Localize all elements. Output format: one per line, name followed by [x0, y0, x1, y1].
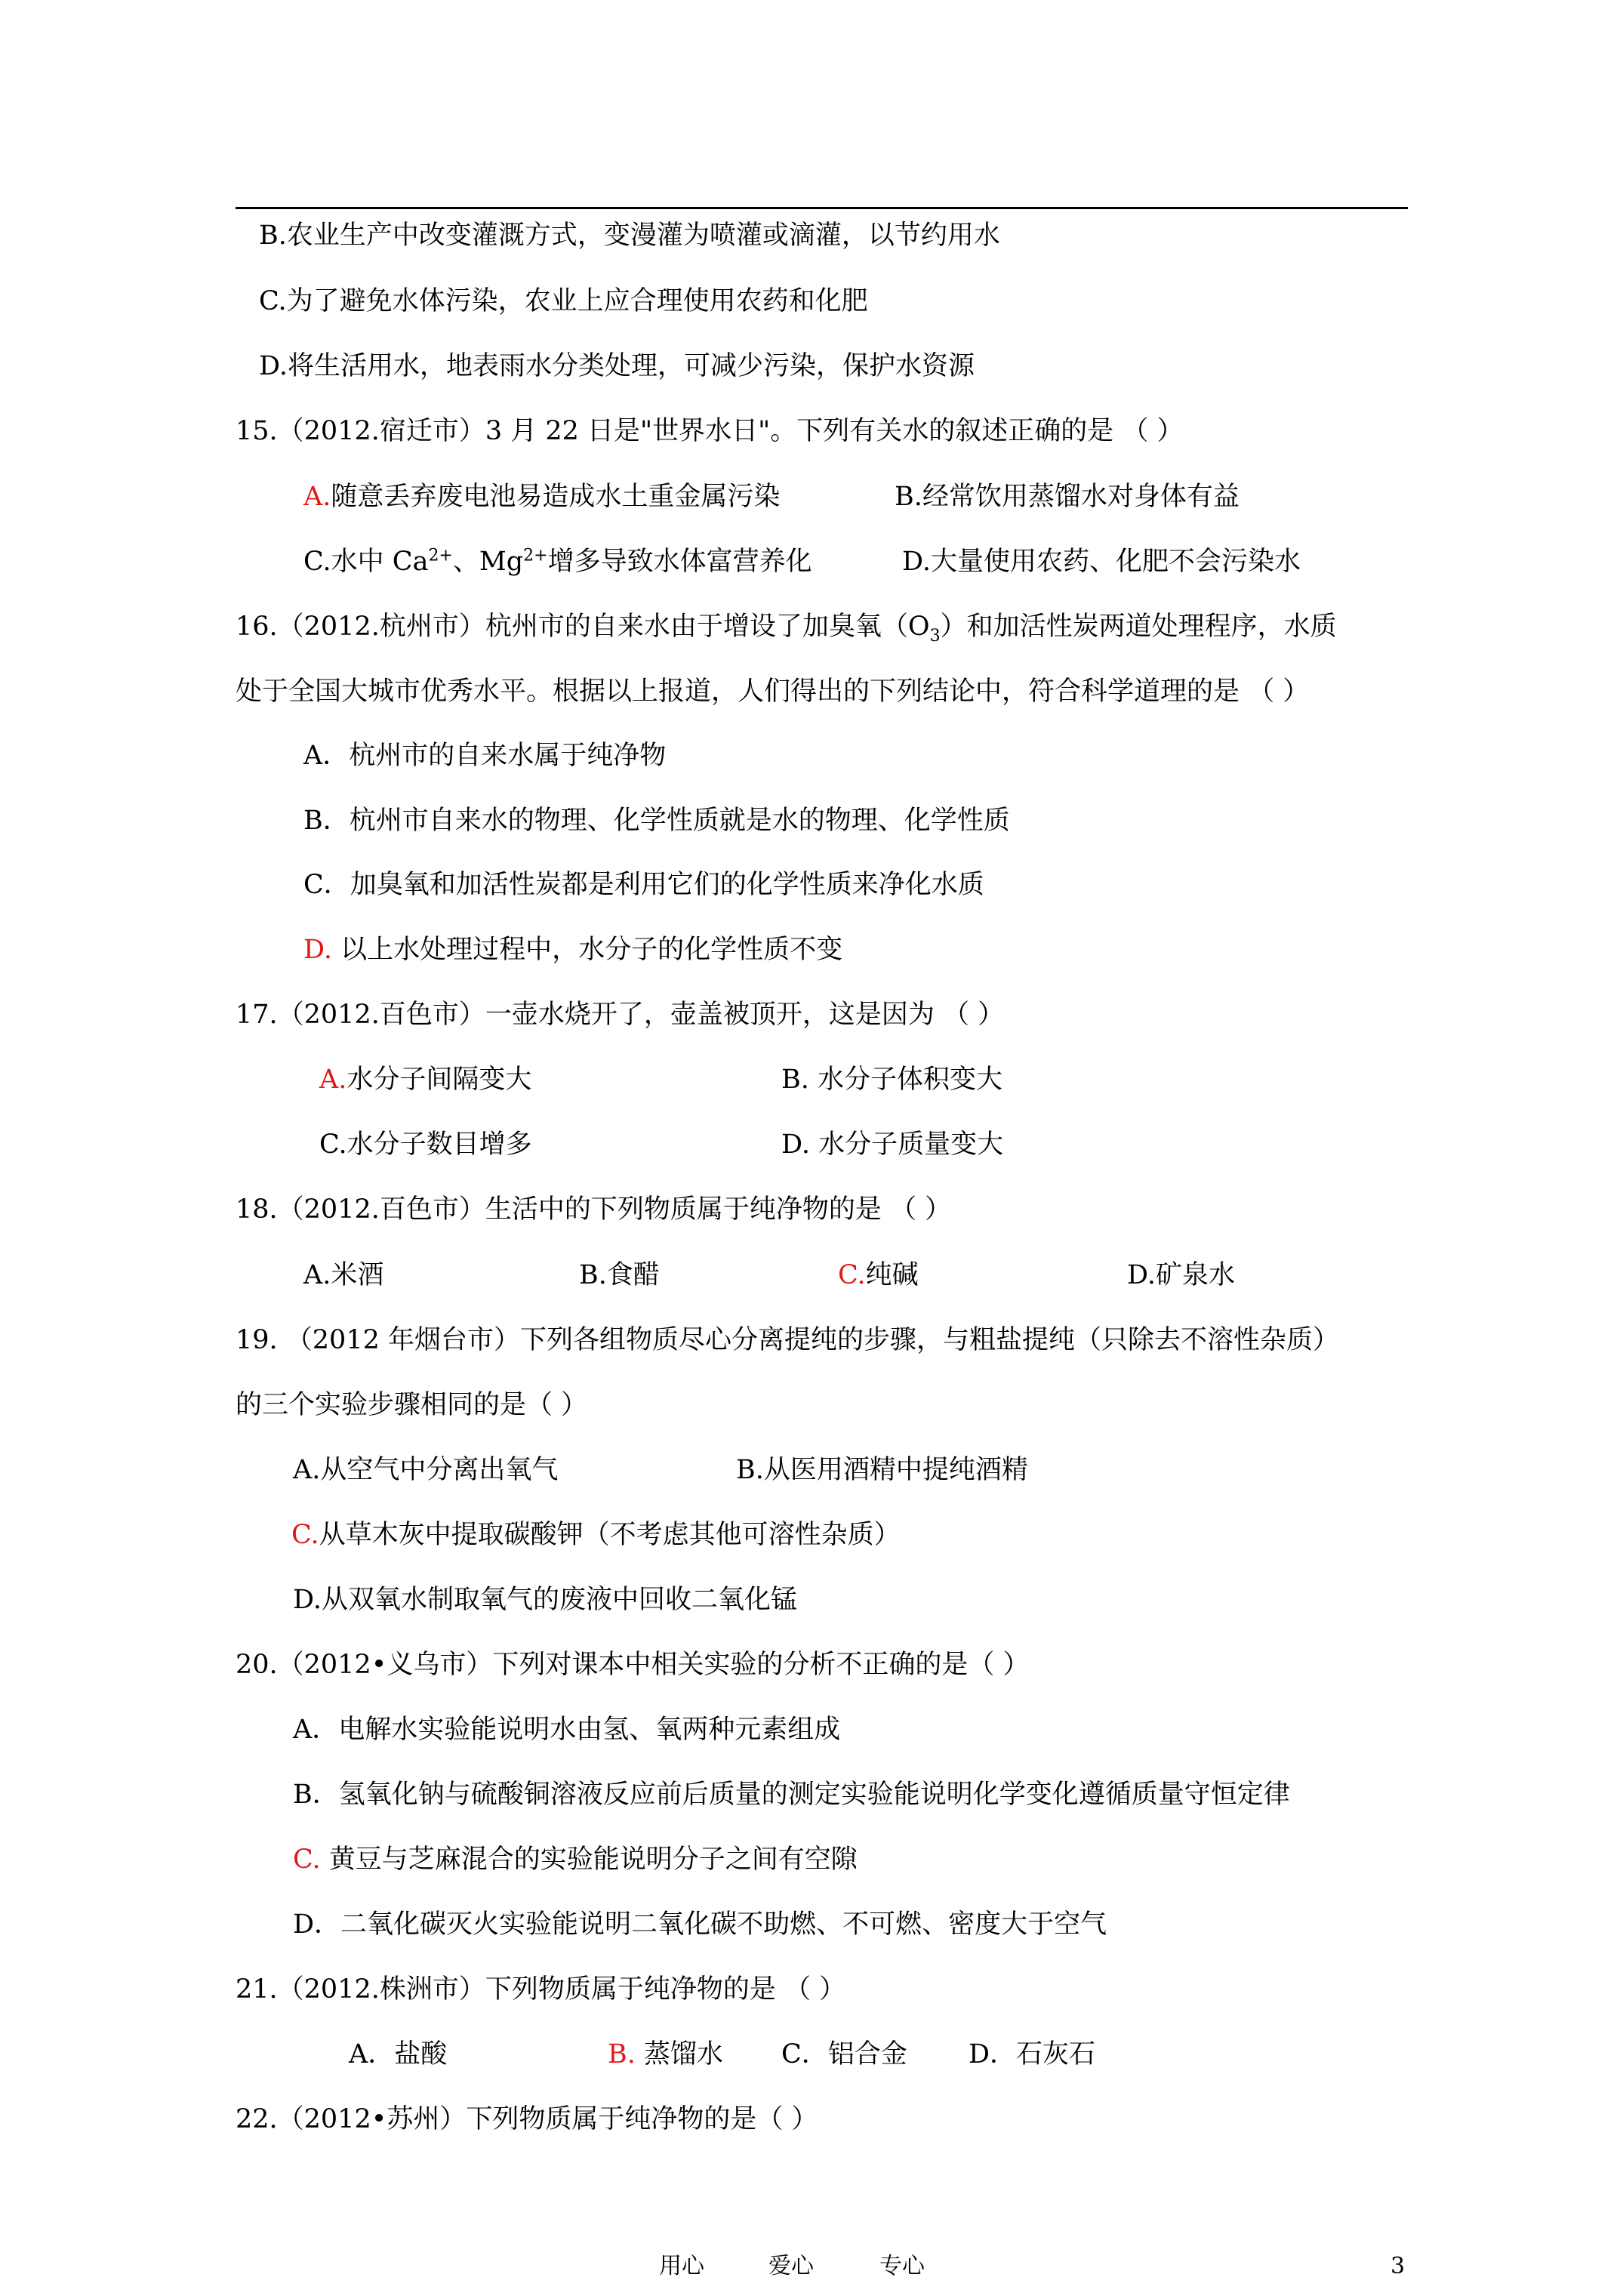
q20-answer-letter: C. — [293, 1845, 321, 1875]
header-rule — [236, 207, 1408, 209]
q21-answer-letter: B. — [608, 2039, 636, 2069]
q17-stem: 17.（2012.百色市）一壶水烧开了，壶盖被顶开，这是因为 （ ） — [236, 1000, 1005, 1030]
q22-stem: 22.（2012•苏州）下列物质属于纯净物的是（ ） — [236, 2104, 818, 2134]
q20-option-c — [293, 1843, 858, 1876]
q15-option-c-mid: 、Mg — [452, 547, 524, 577]
q16-option-c: C．加臭氧和加活性炭都是利用它们的化学性质来净化水质 — [303, 870, 984, 900]
q15-option-c-charge2: 2+ — [523, 546, 548, 566]
q17-option-b: B. 水分子体积变大 — [781, 1065, 1002, 1095]
q21-stem: 21.（2012.株洲市）下列物质属于纯净物的是 （ ） — [236, 1974, 846, 2005]
q21-option-b — [608, 2038, 723, 2071]
q19-stem-2: 的三个实验步骤相同的是（ ） — [236, 1390, 588, 1420]
q17-option-a — [319, 1063, 531, 1096]
q18-option-b: B.食醋 — [579, 1260, 660, 1290]
q18-option-d: D.矿泉水 — [1127, 1260, 1235, 1290]
q15-stem: 15.（2012.宿迁市）3 月 22 日是"世界水日"。下列有关水的叙述正确的是 （ ） — [236, 416, 1184, 446]
q17-answer-letter: A. — [319, 1065, 347, 1095]
q18-stem: 18.（2012.百色市）生活中的下列物质属于纯净物的是 （ ） — [236, 1194, 952, 1225]
q14-option-b: B.农业生产中改变灌溉方式，变漫灌为喷灌或滴灌，以节约用水 — [259, 220, 1000, 251]
q18-option-a: A.米酒 — [303, 1260, 384, 1290]
q16-stem-2: 处于全国大城市优秀水平。根据以上报道，人们得出的下列结论中，符合科学道理的是 （ ） — [236, 676, 1310, 707]
q15-option-a — [303, 480, 780, 513]
q20-option-c-text: 黄豆与芝麻混合的实验能说明分子之间有空隙 — [320, 1845, 858, 1875]
q15-option-c-charge1: 2+ — [428, 546, 453, 566]
q16-answer-letter: D. — [303, 935, 332, 965]
q16-option-b: B．杭州市自来水的物理、化学性质就是水的物理、化学性质 — [303, 806, 1010, 836]
q16-stem-subscript: 3 — [929, 627, 941, 646]
q15-option-c — [303, 545, 812, 578]
q21-option-d: D．石灰石 — [969, 2039, 1096, 2069]
page-number: 3 — [1390, 2253, 1406, 2279]
q15-option-a-text: 随意丢弃废电池易造成水土重金属污染 — [331, 482, 781, 512]
q16-stem-1a: 16.（2012.杭州市）杭州市的自来水由于增设了加臭氧（O — [236, 612, 930, 642]
footer-motto-2: 爱心 — [768, 2253, 814, 2279]
q14-option-c: C.为了避免水体污染，农业上应合理使用农药和化肥 — [259, 286, 868, 316]
q20-option-b: B．氢氧化钠与硫酸铜溶液反应前后质量的测定实验能说明化学变化遵循质量守恒定律 — [293, 1780, 1290, 1810]
q16-option-d-text: 以上水处理过程中，水分子的化学性质不变 — [331, 935, 843, 965]
footer-motto-1: 用心 — [659, 2253, 704, 2279]
q15-option-c-prefix: C.水中 Ca — [303, 547, 429, 577]
q19-option-d: D.从双氧水制取氧气的废液中回收二氧化锰 — [293, 1585, 797, 1615]
q19-option-c — [291, 1518, 901, 1552]
q16-option-a: A．杭州市的自来水属于纯净物 — [303, 741, 667, 771]
q16-stem-1 — [236, 610, 1337, 646]
q18-option-c — [838, 1259, 919, 1292]
q19-answer-letter: C. — [291, 1520, 319, 1550]
q18-answer-letter: C. — [838, 1260, 866, 1290]
q21-option-a: A．盐酸 — [349, 2039, 448, 2069]
q17-option-a-text: 水分子间隔变大 — [346, 1065, 532, 1095]
q18-option-c-text: 纯碱 — [865, 1260, 919, 1290]
footer-motto-3: 专心 — [879, 2253, 925, 2279]
q20-stem: 20.（2012•义乌市）下列对课本中相关实验的分析不正确的是（ ） — [236, 1650, 1030, 1680]
q20-option-d: D．二氧化碳灭火实验能说明二氧化碳不助燃、不可燃、密度大于空气 — [293, 1909, 1107, 1940]
q16-option-d — [303, 933, 842, 966]
q17-option-d: D. 水分子质量变大 — [781, 1130, 1004, 1160]
q15-option-b: B.经常饮用蒸馏水对身体有益 — [895, 482, 1240, 512]
q14-option-d: D.将生活用水，地表雨水分类处理，可减少污染，保护水资源 — [259, 351, 975, 381]
q19-option-c-text: 从草木灰中提取碳酸钾（不考虑其他可溶性杂质） — [319, 1520, 901, 1550]
q15-answer-letter: A. — [303, 482, 331, 512]
q21-option-b-text: 蒸馏水 — [635, 2039, 723, 2069]
q15-option-c-suffix: 增多导致水体富营养化 — [547, 547, 812, 577]
q20-option-a: A．电解水实验能说明水由氢、氧两种元素组成 — [293, 1715, 841, 1745]
q17-option-c: C.水分子数目增多 — [319, 1130, 532, 1160]
q19-stem-1: 19. （2012 年烟台市）下列各组物质尽心分离提纯的步骤，与粗盐提纯（只除去不溶性杂质） — [236, 1325, 1339, 1355]
q16-stem-1b: ）和加活性炭两道处理程序，水质 — [940, 612, 1337, 642]
q21-option-c: C．铝合金 — [781, 2039, 907, 2069]
q15-option-d: D.大量使用农药、化肥不会污染水 — [902, 547, 1301, 577]
q19-option-a: A.从空气中分离出氧气 — [293, 1455, 559, 1485]
q19-option-b: B.从医用酒精中提纯酒精 — [736, 1455, 1028, 1485]
